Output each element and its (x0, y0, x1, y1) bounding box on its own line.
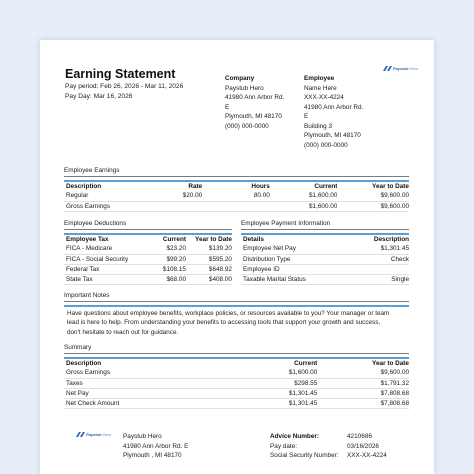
notes-text (64, 307, 409, 337)
table-row (64, 389, 409, 399)
employee-phone: (000) 000-0000 (304, 141, 348, 149)
table-row (64, 399, 409, 409)
table-row (64, 244, 232, 254)
table-cell (339, 265, 409, 274)
company-city: Plymouth, MI 48170 (225, 113, 282, 120)
table-cell: Net Check Amount (66, 400, 120, 408)
table-cell: State Tax (66, 276, 93, 284)
logo-icon (76, 432, 85, 437)
logo-text-light: Hero (102, 432, 112, 437)
table-cell: Employee Net Pay (243, 245, 296, 253)
column-header: Description (66, 360, 102, 367)
table-cell: $23.20 (166, 245, 186, 253)
table-cell: Gross Earnings (66, 369, 111, 377)
table-cell: $1,791.32 (380, 379, 409, 387)
notes-line: don't hesitate to reach out for guidance. (67, 328, 179, 336)
section-title: Employee Payment Information (241, 220, 409, 230)
table-cell: $108.15 (162, 265, 186, 273)
table-cell: $7,808.68 (380, 400, 409, 408)
table-cell: $1,600.00 (308, 202, 338, 210)
pay-day: Pay Day: Mar 16, 2026 (65, 93, 133, 100)
table-cell (202, 202, 270, 211)
employee-address-line1: 41980 Ann Arbor Rd. (304, 103, 364, 111)
table-cell: $7,808.68 (380, 389, 409, 397)
logo-text-bold: Paystub (393, 66, 409, 71)
column-header: Year to Date (372, 360, 409, 367)
notes-line: Have questions about employee benefits, workplace policies, or resources available to you? Your manager or team (67, 310, 390, 317)
page-title: Earning Statement (65, 67, 176, 81)
table-cell: Single (391, 276, 409, 284)
table-row (64, 265, 232, 275)
pay-date-value: 03/16/2026 (347, 442, 379, 450)
table-cell: Employee ID (243, 265, 280, 273)
table-cell: $298.55 (294, 379, 318, 387)
table-cell: $1,600.00 (308, 192, 338, 200)
table-row (64, 191, 409, 201)
logo-text-light: Hero (409, 66, 419, 71)
section-title: Important Notes (64, 292, 409, 302)
table-cell: Distribution Type (243, 255, 291, 263)
table-cell: Net Pay (66, 389, 89, 397)
table-row (241, 265, 409, 275)
logo-text-bold: Paystub (86, 432, 102, 437)
company-name: Paystub Hero (225, 84, 264, 92)
column-header: Current (162, 236, 186, 243)
table-cell: $595.20 (208, 255, 232, 263)
employee-ssn: XXX-XX-4224 (304, 94, 344, 101)
ssn-value: XXX-XX-4224 (347, 452, 387, 459)
footer-advice-labels (270, 432, 339, 461)
column-header: Current (314, 183, 338, 190)
logo-icon (383, 66, 392, 71)
section-title: Employee Earnings (64, 167, 409, 177)
table-cell: $1,301.45 (380, 245, 409, 253)
employee-heading: Employee (304, 75, 335, 82)
table-cell: 80.00 (253, 192, 270, 200)
employee-city: Plymouth, MI 48170 (304, 132, 361, 139)
table-cell: Federal Tax (66, 265, 100, 273)
table-header-row (64, 182, 409, 191)
table-cell: $20.00 (182, 192, 203, 200)
table-cell: Taxable Marital Status (243, 276, 306, 284)
pay-date-label: Pay date: (270, 442, 298, 450)
table-cell: FICA - Medicare (66, 245, 113, 253)
column-header: Employee Tax (66, 236, 109, 243)
table-cell: $9,600.00 (380, 369, 409, 377)
table-cell: $68.00 (166, 276, 186, 284)
ssn-label: Social Security Number: (270, 452, 339, 459)
column-header: Description (66, 183, 102, 190)
employee-address-line2: E (304, 113, 309, 120)
company-address-line1: 41980 Ann Arbor Rd. (225, 94, 285, 101)
earning-statement-page (40, 40, 434, 474)
advice-number-value: 4210686 (347, 433, 372, 440)
advice-number-label: Advice Number: (270, 433, 320, 440)
column-header: Rate (188, 183, 203, 190)
footer-advice-values (347, 432, 387, 461)
table-cell: $9,600.00 (380, 192, 409, 200)
employee-deductions-section (64, 220, 232, 285)
company-phone: (000) 000-0000 (225, 122, 269, 130)
table-row (241, 244, 409, 254)
table-cell: $1,301.45 (288, 389, 318, 397)
footer-city: Plymouth , MI 48170 (123, 452, 182, 459)
table-row (64, 368, 409, 378)
table-cell: $9,600.00 (380, 202, 409, 210)
footer-logo (76, 432, 111, 437)
table-cell (141, 202, 203, 211)
employee-name: Name Here (304, 84, 337, 92)
column-header: Year to Date (195, 236, 232, 243)
employee-info (304, 74, 384, 150)
table-cell: Regular (66, 192, 89, 200)
employee-payment-information-section (241, 220, 409, 285)
table-row (64, 379, 409, 389)
section-title: Summary (64, 344, 409, 354)
company-heading: Company (225, 75, 255, 82)
column-header: Hours (251, 183, 270, 190)
employee-earnings-section (64, 167, 409, 212)
table-row (64, 255, 232, 265)
table-cell: Check (390, 255, 409, 263)
employee-building: Building 3 (304, 122, 333, 130)
pay-period: Pay period: Feb 26, 2026 - Mar 11, 2026 (65, 83, 184, 90)
table-header-row (241, 235, 409, 244)
section-title: Employee Deductions (64, 220, 232, 230)
column-header: Current (294, 360, 318, 367)
important-notes-section (64, 292, 409, 337)
table-row (64, 275, 232, 285)
table-cell: $1,301.45 (288, 400, 318, 408)
table-cell: $99.20 (166, 255, 186, 263)
table-cell: $139.20 (208, 245, 232, 253)
paystub-hero-logo (383, 66, 418, 71)
table-cell: Taxes (66, 379, 83, 387)
notes-line: lead is here to help. From understanding your benefits to accessing tools that support your growth and success, (67, 319, 381, 327)
column-header: Year to Date (372, 183, 409, 190)
footer-address: 41980 Ann Arbor Rd. E (123, 442, 189, 450)
table-row (241, 275, 409, 285)
company-info (225, 74, 305, 131)
table-row (241, 255, 409, 265)
table-cell: $1,600.00 (288, 369, 318, 377)
summary-section (64, 344, 409, 409)
table-cell: Gross Earnings (66, 202, 111, 210)
company-address-line2: E (225, 103, 230, 111)
table-cell: $408.00 (208, 276, 232, 284)
column-header: Description (373, 236, 409, 243)
column-header: Details (243, 236, 264, 243)
table-cell: FICA - Social Security (66, 255, 129, 263)
table-cell: $648.92 (208, 265, 232, 273)
table-row (64, 202, 409, 212)
table-header-row (64, 235, 232, 244)
footer-company-block (123, 432, 188, 461)
footer-company-name: Paystub Hero (123, 433, 162, 440)
table-header-row (64, 359, 409, 368)
